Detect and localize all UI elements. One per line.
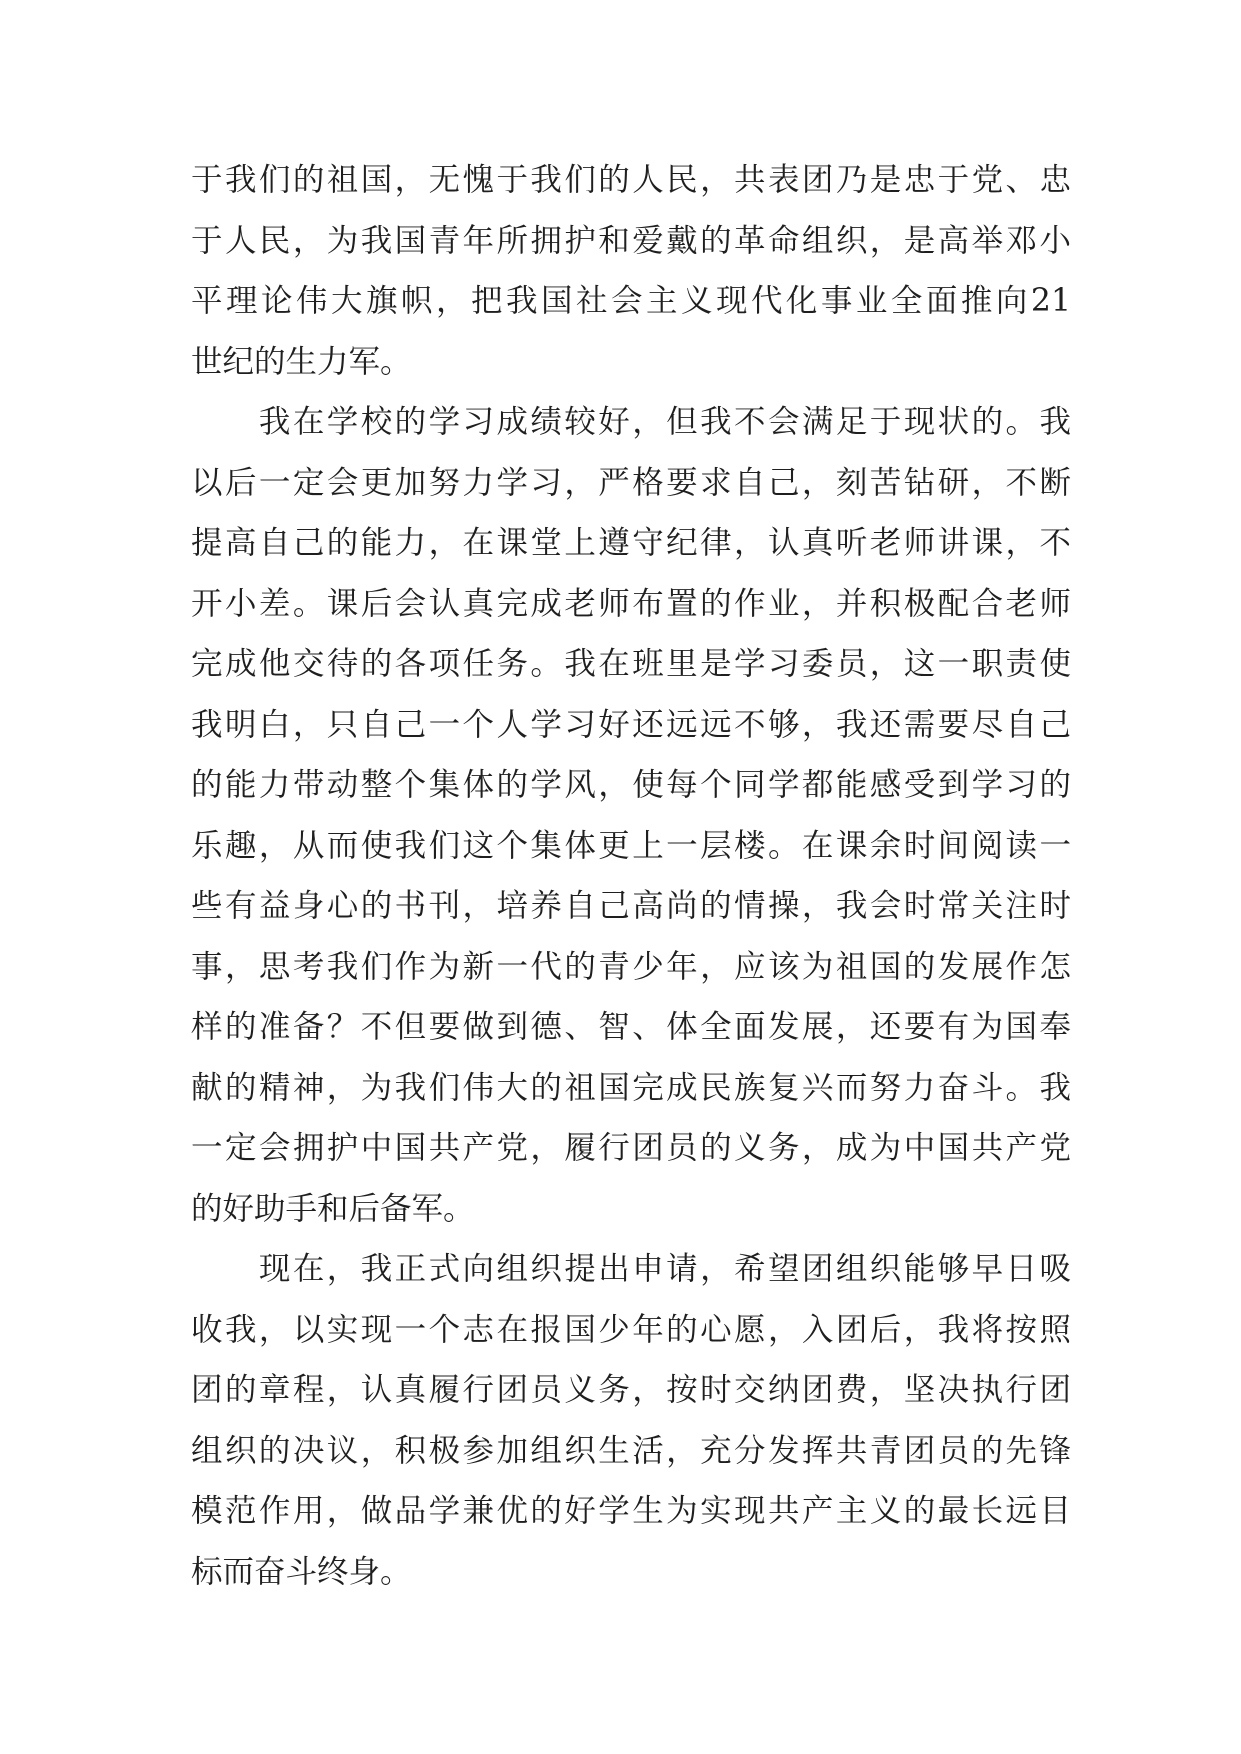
text-line: 于人民，为我国青年所拥护和爱戴的革命组织，是高举邓小 (191, 222, 1071, 259)
text-line: 献的精神，为我们伟大的祖国完成民族复兴而努力奋斗。我 (191, 1069, 1071, 1106)
text-line: 我明白，只自己一个人学习好还远远不够，我还需要尽自己 (191, 706, 1071, 743)
text-line: 现在，我正式向组织提出申请，希望团组织能够早日吸 (191, 1251, 1071, 1287)
text-line: 模范作用，做品学兼优的好学生为实现共产主义的最长远目 (191, 1493, 1071, 1529)
text-line: 提高自己的能力，在课堂上遵守纪律，认真听老师讲课，不 (191, 525, 1071, 561)
text-line: 样的准备？不但要做到德、智、体全面发展，还要有为国奉 (191, 1009, 1071, 1045)
text-line: 开小差。课后会认真完成老师布置的作业，并积极配合老师 (191, 585, 1071, 622)
paragraph-2 (191, 392, 1071, 1239)
document-body (191, 150, 1071, 1602)
text-line: 的好助手和后备军。 (191, 1190, 475, 1227)
text-line: 平理论伟大旗帜，把我国社会主义现代化事业全面推向21 (191, 283, 1071, 319)
text-line: 收我，以实现一个志在报国少年的心愿，入团后，我将按照 (191, 1311, 1071, 1348)
paragraph-1 (191, 150, 1071, 392)
text-line: 一定会拥护中国共产党，履行团员的义务，成为中国共产党 (191, 1130, 1071, 1166)
text-line: 我在学校的学习成绩较好，但我不会满足于现状的。我 (191, 404, 1071, 440)
text-line: 以后一定会更加努力学习，严格要求自己，刻苦钻研，不断 (191, 464, 1071, 501)
paragraph-3 (191, 1239, 1071, 1602)
text-line: 的能力带动整个集体的学风，使每个同学都能感受到学习的 (191, 767, 1071, 803)
text-line: 标而奋斗终身。 (191, 1553, 412, 1590)
text-line: 些有益身心的书刊，培养自己高尚的情操，我会时常关注时 (191, 888, 1071, 924)
text-line: 团的章程，认真履行团员义务，按时交纳团费，坚决执行团 (191, 1372, 1071, 1408)
text-line: 乐趣，从而使我们这个集体更上一层楼。在课余时间阅读一 (191, 827, 1071, 864)
text-line: 完成他交待的各项任务。我在班里是学习委员，这一职责使 (191, 646, 1071, 682)
text-line: 事，思考我们作为新一代的青少年，应该为祖国的发展作怎 (191, 948, 1071, 985)
text-line: 世纪的生力军。 (191, 343, 412, 380)
text-line: 于我们的祖国，无愧于我们的人民，共表团乃是忠于党、忠 (191, 162, 1071, 198)
text-line: 组织的决议，积极参加组织生活，充分发挥共青团员的先锋 (191, 1432, 1071, 1469)
